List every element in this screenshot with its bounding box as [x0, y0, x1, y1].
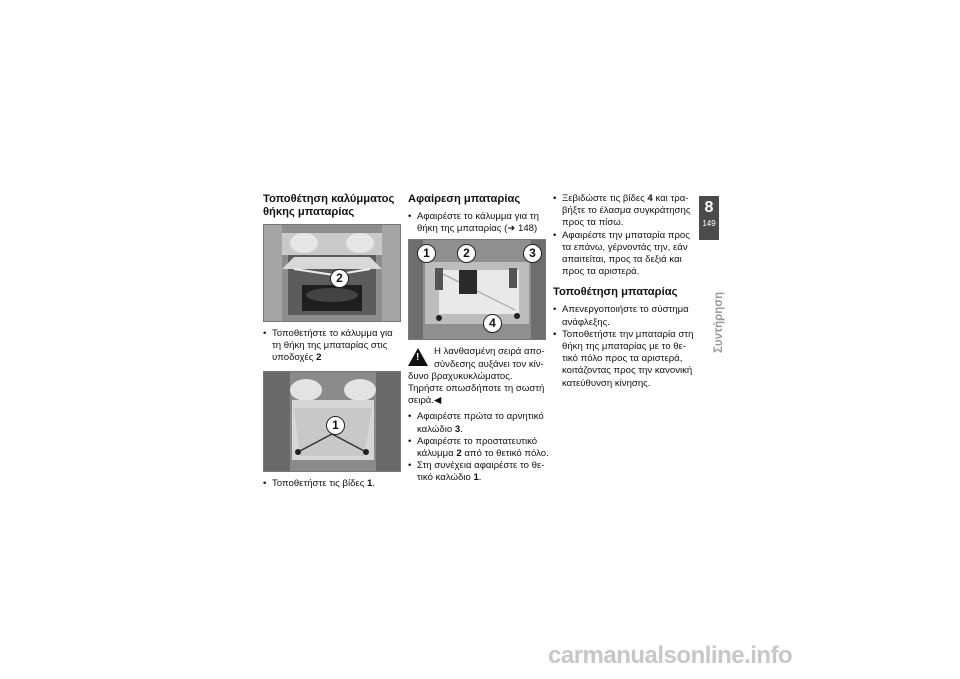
list-item: • Αφαιρέστε το κάλυμμα για τη θήκη της μπαταρίας (➜ 148) [408, 211, 550, 235]
page-number: 149 [702, 219, 716, 228]
photo-screws [263, 371, 401, 472]
column-3 [553, 193, 697, 390]
list-item: • Ξεβιδώστε τις βίδες 4 και τρα- βήξτε το έλασμα συγκράτησης προς τα πίσω. [553, 193, 697, 230]
step-list-1 [263, 328, 403, 365]
step-list-3 [408, 211, 550, 235]
column-1 [263, 193, 403, 490]
callout-1: 1 [417, 244, 436, 263]
section-heading-battery-removal: Αφαίρεση μπαταρίας [408, 193, 521, 205]
callout-2: 2 [330, 269, 349, 288]
warning-box [408, 346, 550, 407]
section-heading-battery-install: Τοποθέτηση μπαταρίας [553, 286, 678, 299]
side-section-label: Συντήρηση [713, 291, 725, 353]
callout-1: 1 [326, 416, 345, 435]
chapter-tab [699, 196, 719, 240]
list-item: • Αφαιρέστε το προστατευτικό κάλυμμα 2 από το θετικό πόλο. [408, 436, 550, 460]
list-item: • Αφαιρέστε την μπαταρία προς τα επάνω, γέρνοντάς την, εάν απαιτείται, προς τα δεξιά και προς τα αριστερά. [553, 230, 697, 279]
list-item: • Απενεργοποιήστε το σύστημα ανάφλεξης. [553, 304, 697, 328]
end-mark-icon: ◀ [434, 395, 442, 407]
step-list-2 [263, 478, 403, 490]
callout-2: 2 [457, 244, 476, 263]
list-item: • Στη συνέχεια αφαιρέστε το θε- τικό καλώδιο 1. [408, 460, 550, 484]
column-2 [408, 193, 550, 485]
warning-icon: ! [408, 348, 428, 366]
step-list-6 [553, 304, 697, 389]
callout-3: 3 [523, 244, 542, 263]
watermark: carmanualsonline.info [548, 642, 793, 669]
section-heading-cover-install: Τοποθέτηση καλύμματος θήκης μπαταρίας [263, 193, 395, 218]
arrow-icon: ➜ [507, 223, 516, 235]
photo-battery-cover [263, 224, 401, 322]
callout-4: 4 [483, 314, 502, 333]
list-item: • Αφαιρέστε πρώτα το αρνητικό καλώδιο 3. [408, 411, 550, 435]
list-item: • Τοποθετήστε τις βίδες 1. [263, 478, 403, 490]
step-list-4 [408, 411, 550, 484]
step-list-5 [553, 193, 697, 278]
list-item: • Τοποθετήστε την μπαταρία στη θήκη της μπαταρίας με το θε- τικό πόλο προς τα αριστερά, κοιτάζοντας προς την κανονική κατεύθυνση κίνησης. [553, 329, 697, 390]
list-item: • Τοποθετήστε το κάλυμμα για τη θήκη της μπαταρίας στις υποδοχές 2 [263, 328, 403, 365]
chapter-number: 8 [704, 199, 714, 216]
photo-battery-terminals [408, 239, 546, 340]
warning-text: Η λανθασμένη σειρά απο- σύνδεσης αυξάνει τον κίν- δυνο βραχυκυκλώματος. Τηρήστε οπωσδήποτε τη σωστή σειρά. [408, 346, 545, 407]
